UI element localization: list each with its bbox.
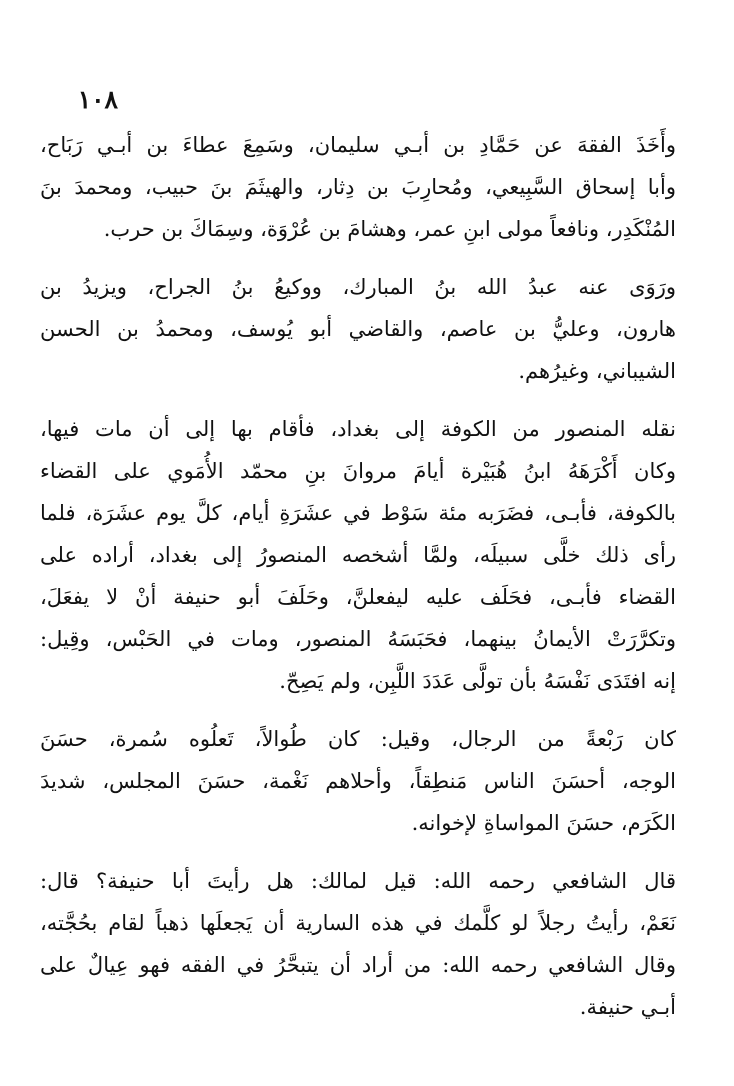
page-body [40,124,676,1044]
text-line: وتكرَّرَتْ الأيمانُ بينهما، فحَبَسَهُ المنصور، ومات في الحَبْس، وقِيل: [40,627,676,651]
text-line: هارون، وعليُّ بن عاصم، والقاضي أبو يُوسف، ومحمدُ بن الحسن [40,317,676,341]
text-line: المُنْكَدِر، ونافعاً مولى ابنِ عمر، وهشامَ بن عُرْوَة، وسِمَاكَ بن حرب. [103,217,676,241]
text-line: نقله المنصور من الكوفة إلى بغداد، فأقام بها إلى أن مات فيها، [40,417,676,441]
paragraph-description [40,718,676,844]
text-line: كان رَبْعةً من الرجال، وقيل: كان طُوالاً، تَعلُوه سُمرة، حسَنَ [40,727,676,751]
paragraph-quote [40,860,676,1028]
text-line: الكَرَم، حسَنَ المواساةِ لإخوانه. [411,811,676,835]
paragraph-teachers [40,124,676,250]
paragraph-students [40,266,676,392]
text-line: الشيباني، وغيرُهم. [518,359,676,383]
text-line: رأى ذلك خلَّى سبيلَه، ولمَّا أشخصه المنصورُ إلى بغداد، أراده على [40,543,676,567]
text-line: الوجه، أحسَنَ الناس مَنطِقاً، وأحلاهم نَغْمة، حسَنَ المجلس، شديدَ [40,769,676,793]
text-line: قال الشافعي رحمه الله: قيل لمالك: هل رأيتَ أبا حنيفة؟ قال: [40,869,676,893]
text-line: بالكوفة، فأبـى، فضَرَبه مئة سَوْط في عشَرَةِ أيام، كلَّ يوم عشَرَة، فلما [40,501,676,525]
text-line: أبـي حنيفة. [579,995,676,1019]
text-line: وأَخَذَ الفقهَ عن حَمَّادِ بن أبـي سليمان، وسَمِعَ عطاءَ بن أبـي رَبَاح، [40,133,676,157]
text-line: وأبا إسحاق السَّبِيعي، ومُحارِبَ بن دِثار، والهيثَمَ بنَ حبيب، ومحمدَ بنَ [40,175,677,199]
text-line: القضاء فأبـى، فحَلَف عليه ليفعلنَّ، وحَلَفَ أبو حنيفة أنْ لا يفعَلَ، [40,585,676,609]
text-line: وقال الشافعي رحمه الله: من أراد أن يتبحَّرُ في الفقه فهو عِيالٌ على [40,953,676,977]
text-line: نَعَمْ، رأيتُ رجلاً لو كلَّمك في هذه السارية أن يَجعلَها ذهباً لقام بحُجَّته، [40,911,676,935]
paragraph-biography [40,408,676,702]
text-line: إنه افتَدَى نَفْسَهُ بأن تولَّى عَدَدَ اللَّبِن، ولم يَصِحّ. [279,669,676,693]
page-number: ١٠٨ [77,85,118,114]
text-line: ورَوَى عنه عبدُ الله بنُ المبارك، ووكيعُ بنُ الجراح، ويزيدُ بن [40,275,676,299]
text-line: وكان أَكْرَهَهُ ابنُ هُبَيْرة أيامَ مروانَ بنِ محمّد الأُمَوي على القضاء [40,459,676,483]
